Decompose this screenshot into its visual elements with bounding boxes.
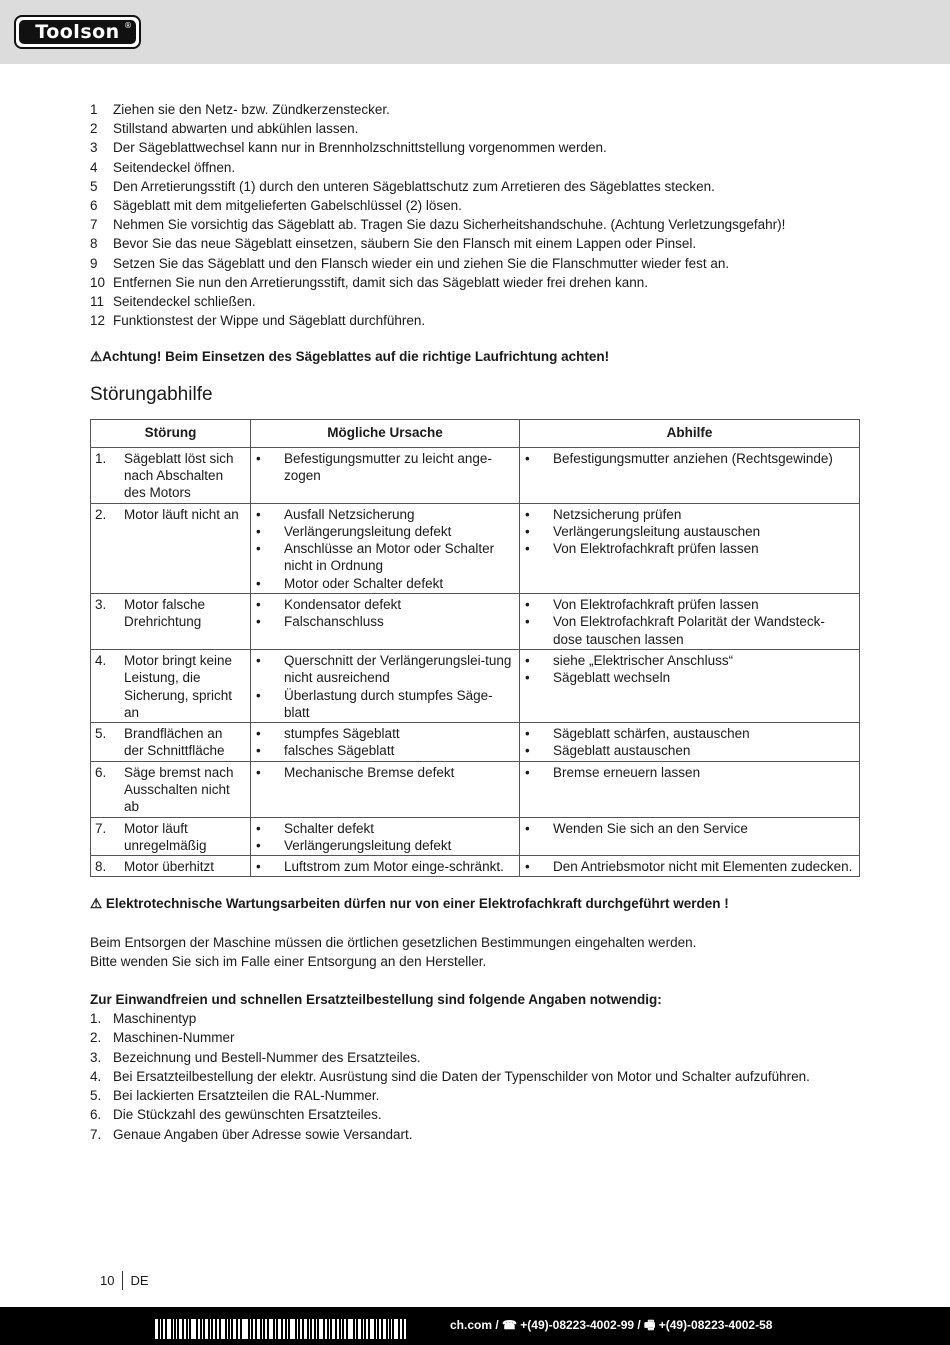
remedy-text: Wenden Sie sich an den Service bbox=[553, 820, 748, 836]
step-number: 3 bbox=[90, 140, 98, 156]
bullet-icon: • bbox=[525, 523, 530, 539]
step-text: Ziehen sie den Netz- bzw. Zündkerzenstecker. bbox=[113, 102, 390, 117]
step-number: 9 bbox=[90, 255, 98, 271]
remedy-cell bbox=[520, 856, 860, 877]
page-content bbox=[90, 100, 865, 1144]
bullet-icon: • bbox=[256, 837, 261, 853]
cause-cell bbox=[251, 723, 520, 762]
contact-info: ch.com / ☎ +(49)-08223-4002-99 / 🖷 +(49)-08223-4002-58 bbox=[450, 1318, 773, 1332]
step-item bbox=[90, 311, 865, 330]
spare-parts-item bbox=[90, 1105, 865, 1124]
step-item bbox=[90, 138, 865, 157]
cause-cell bbox=[251, 817, 520, 856]
remedy-text: Sägeblatt schärfen, austauschen bbox=[553, 726, 750, 742]
bullet-icon: • bbox=[525, 450, 530, 466]
issue-text: Säge bremst nach Ausschalten nicht ab bbox=[124, 764, 234, 815]
issue-cell bbox=[91, 503, 251, 593]
cause-item bbox=[255, 450, 513, 485]
table-row bbox=[91, 649, 860, 722]
cause-text: Kondensator defekt bbox=[284, 597, 402, 613]
bullet-icon: • bbox=[256, 575, 261, 591]
step-text: Entfernen Sie nun den Arretierungsstift, damit sich das Sägeblatt wieder frei drehen kann. bbox=[113, 274, 649, 290]
step-text: Bevor Sie das neue Sägeblatt einsetzen, säubern Sie den Flansch mit einem Lappen oder Pinsel. bbox=[113, 236, 697, 252]
cause-text: stumpfes Sägeblatt bbox=[284, 726, 400, 742]
item-text: Bei Ersatzteilbestellung der elektr. Ausrüstung sind die Daten der Typenschilder von Motor und Schalter aufzuführen. bbox=[113, 1068, 810, 1084]
remedy-text: Verlängerungsleitung austauschen bbox=[553, 523, 761, 539]
table-row bbox=[91, 503, 860, 593]
cause-item bbox=[255, 837, 513, 854]
bullet-icon: • bbox=[256, 764, 261, 780]
bullet-icon: • bbox=[256, 541, 261, 557]
issue bbox=[95, 858, 244, 875]
issue-cell bbox=[91, 761, 251, 817]
cause-cell bbox=[251, 594, 520, 650]
cause-item bbox=[255, 506, 513, 523]
contact-bar bbox=[0, 1307, 950, 1345]
cause-text: Mechanische Bremse defekt bbox=[284, 764, 455, 780]
issue-text: Motor überhitzt bbox=[124, 859, 215, 875]
bullet-icon: • bbox=[525, 764, 530, 780]
remedy-text: siehe „Elektrischer Anschluss“ bbox=[553, 652, 734, 668]
cause-text: Motor oder Schalter defekt bbox=[284, 575, 444, 591]
issue bbox=[95, 506, 244, 523]
issue bbox=[95, 596, 244, 631]
issue-number: 1. bbox=[95, 450, 107, 466]
step-item bbox=[90, 234, 865, 253]
step-number: 8 bbox=[90, 236, 98, 252]
cause-cell bbox=[251, 447, 520, 503]
remedy-item bbox=[524, 652, 853, 669]
remedy-cell bbox=[520, 447, 860, 503]
step-item bbox=[90, 196, 865, 215]
issue-number: 7. bbox=[95, 820, 107, 836]
item-text: Bei lackierten Ersatzteilen die RAL-Nummer. bbox=[113, 1088, 380, 1104]
remedy-item bbox=[524, 523, 853, 540]
cause-text: Verlängerungsleitung defekt bbox=[284, 523, 452, 539]
issue-number: 6. bbox=[95, 764, 107, 780]
remedy-cell bbox=[520, 594, 860, 650]
spare-parts-item bbox=[90, 1028, 865, 1047]
table-row bbox=[91, 723, 860, 762]
table-row bbox=[91, 817, 860, 856]
issue bbox=[95, 652, 244, 721]
cause-text: Ausfall Netzsicherung bbox=[284, 506, 415, 522]
bullet-icon: • bbox=[256, 450, 261, 466]
bullet-icon: • bbox=[256, 597, 261, 613]
cause-item bbox=[255, 742, 513, 759]
issue-cell bbox=[91, 649, 251, 722]
remedy-cell bbox=[520, 761, 860, 817]
cause-item bbox=[255, 687, 513, 722]
cause-item bbox=[255, 652, 513, 687]
bullet-icon: • bbox=[525, 652, 530, 668]
issue-text: Motor bringt keine Leistung, die Sicherung, spricht an bbox=[124, 652, 233, 720]
remedy-text: Den Antriebsmotor nicht mit Elementen zudecken. bbox=[553, 859, 853, 875]
step-text: Der Sägeblattwechsel kann nur in Brennholzschnittstellung vorgenommen werden. bbox=[113, 140, 607, 156]
step-item bbox=[90, 158, 865, 177]
step-item bbox=[90, 177, 865, 196]
issue bbox=[95, 820, 244, 855]
issue-number: 2. bbox=[95, 506, 107, 522]
cause-cell bbox=[251, 649, 520, 722]
page-number: 10 bbox=[100, 1273, 115, 1288]
bullet-icon: • bbox=[256, 859, 261, 875]
remedy-cell bbox=[520, 723, 860, 762]
disposal-line-1: Beim Entsorgen der Maschine müssen die örtlichen gesetzlichen Bestimmungen eingehalten werden. bbox=[90, 934, 697, 950]
remedy-cell bbox=[520, 817, 860, 856]
item-text: Maschinentyp bbox=[113, 1011, 197, 1027]
remedy-text: Befestigungsmutter anziehen (Rechtsgewinde) bbox=[553, 450, 833, 466]
issue-text: Motor falsche Drehrichtung bbox=[124, 597, 206, 630]
page-header bbox=[0, 0, 950, 64]
step-item bbox=[90, 292, 865, 311]
cause-item bbox=[255, 820, 513, 837]
barcode-graphic bbox=[155, 1319, 406, 1339]
issue bbox=[95, 764, 244, 816]
bullet-icon: • bbox=[256, 506, 261, 522]
step-item bbox=[90, 215, 865, 234]
issue-cell bbox=[91, 856, 251, 877]
column-header-stoerung: Störung bbox=[91, 419, 251, 447]
issue-number: 5. bbox=[95, 726, 107, 742]
issue-number: 4. bbox=[95, 652, 107, 668]
table-row bbox=[91, 856, 860, 877]
step-item bbox=[90, 273, 865, 292]
spare-parts-item bbox=[90, 1009, 865, 1028]
remedy-item bbox=[524, 613, 853, 648]
issue-cell bbox=[91, 447, 251, 503]
registered-mark: ® bbox=[124, 21, 132, 30]
spare-parts-item bbox=[90, 1067, 865, 1086]
spare-parts-item bbox=[90, 1086, 865, 1105]
step-text: Sägeblatt mit dem mitgelieferten Gabelschlüssel (2) lösen. bbox=[113, 198, 462, 214]
step-text: Funktionstest der Wippe und Sägeblatt durchführen. bbox=[113, 313, 426, 329]
bullet-icon: • bbox=[525, 506, 530, 522]
cause-cell bbox=[251, 856, 520, 877]
item-number: 7. bbox=[90, 1126, 102, 1142]
remedy-item bbox=[524, 669, 853, 686]
cause-text: Überlastung durch stumpfes Säge-blatt bbox=[284, 687, 493, 720]
remedy-text: Sägeblatt wechseln bbox=[553, 670, 671, 686]
bullet-icon: • bbox=[256, 523, 261, 539]
remedy-item bbox=[524, 540, 853, 557]
remedy-cell bbox=[520, 503, 860, 593]
item-number: 5. bbox=[90, 1088, 102, 1104]
disposal-text bbox=[90, 933, 865, 971]
footer-divider bbox=[122, 1271, 123, 1290]
cause-text: Anschlüsse an Motor oder Schalter nicht in Ordnung bbox=[284, 541, 495, 574]
table-row bbox=[91, 447, 860, 503]
item-number: 6. bbox=[90, 1107, 102, 1123]
page-footer bbox=[100, 1271, 149, 1290]
bullet-icon: • bbox=[525, 614, 530, 630]
cause-item bbox=[255, 575, 513, 592]
column-header-abhilfe: Abhilfe bbox=[520, 419, 860, 447]
bullet-icon: • bbox=[525, 597, 530, 613]
remedy-item bbox=[524, 450, 853, 467]
cause-text: falsches Sägeblatt bbox=[284, 743, 395, 759]
bullet-icon: • bbox=[525, 726, 530, 742]
bullet-icon: • bbox=[525, 820, 530, 836]
remedy-item bbox=[524, 764, 853, 781]
table-header-row bbox=[91, 419, 860, 447]
item-text: Genaue Angaben über Adresse sowie Versandart. bbox=[113, 1126, 413, 1142]
step-text: Seitendeckel schließen. bbox=[113, 294, 256, 310]
issue-number: 3. bbox=[95, 597, 107, 613]
step-item bbox=[90, 100, 865, 119]
step-number: 7 bbox=[90, 217, 98, 233]
item-number: 1. bbox=[90, 1011, 102, 1027]
cause-text: Schalter defekt bbox=[284, 820, 375, 836]
remedy-text: Netzsicherung prüfen bbox=[553, 506, 682, 522]
issue-number: 8. bbox=[95, 859, 107, 875]
bullet-icon: • bbox=[256, 614, 261, 630]
cause-item bbox=[255, 613, 513, 630]
item-number: 4. bbox=[90, 1068, 102, 1084]
item-text: Maschinen-Nummer bbox=[113, 1030, 235, 1046]
remedy-text: Von Elektrofachkraft prüfen lassen bbox=[553, 541, 759, 557]
issue-text: Sägeblatt löst sich nach Abschalten des Motors bbox=[124, 450, 234, 501]
issue-text: Brandflächen an der Schnittfläche bbox=[124, 726, 225, 759]
issue bbox=[95, 450, 244, 502]
issue bbox=[95, 725, 244, 760]
cause-item bbox=[255, 540, 513, 575]
bullet-icon: • bbox=[256, 726, 261, 742]
column-header-ursache: Mögliche Ursache bbox=[251, 419, 520, 447]
remedy-cell bbox=[520, 649, 860, 722]
remedy-item bbox=[524, 725, 853, 742]
item-number: 2. bbox=[90, 1030, 102, 1046]
bullet-icon: • bbox=[256, 687, 261, 703]
bullet-icon: • bbox=[256, 652, 261, 668]
bullet-icon: • bbox=[256, 820, 261, 836]
step-item bbox=[90, 119, 865, 138]
language-code: DE bbox=[130, 1273, 149, 1288]
cause-text: Falschanschluss bbox=[284, 614, 384, 630]
issue-cell bbox=[91, 817, 251, 856]
cause-item bbox=[255, 596, 513, 613]
remedy-item bbox=[524, 820, 853, 837]
cause-item bbox=[255, 764, 513, 781]
section-title: Störungabhilfe bbox=[90, 383, 213, 405]
table-body bbox=[91, 447, 860, 877]
remedy-item bbox=[524, 858, 853, 875]
electrical-warning: ⚠ Elektrotechnische Wartungsarbeiten dürfen nur von einer Elektrofachkraft durchgeführt werden ! bbox=[90, 896, 729, 912]
disposal-line-2: Bitte wenden Sie sich im Falle einer Entsorgung an den Hersteller. bbox=[90, 953, 487, 969]
cause-text: Befestigungsmutter zu leicht ange-zogen bbox=[284, 450, 492, 483]
toolson-logo bbox=[14, 15, 141, 49]
bullet-icon: • bbox=[525, 670, 530, 686]
step-text: Nehmen Sie vorsichtig das Sägeblatt ab. Tragen Sie dazu Sicherheitshandschuhe. (Achtung Verletzungsgefahr)! bbox=[113, 217, 786, 233]
remedy-item bbox=[524, 742, 853, 759]
bullet-icon: • bbox=[525, 743, 530, 759]
table-row bbox=[91, 594, 860, 650]
bullet-icon: • bbox=[525, 541, 530, 557]
remedy-text: Bremse erneuern lassen bbox=[553, 764, 701, 780]
step-number: 10 bbox=[90, 274, 106, 290]
step-number: 4 bbox=[90, 159, 98, 175]
step-number: 1 bbox=[90, 102, 98, 117]
remedy-text: Von Elektrofachkraft prüfen lassen bbox=[553, 597, 759, 613]
step-text: Setzen Sie das Sägeblatt und den Flansch wieder ein und ziehen Sie die Flanschmutter wieder fest an. bbox=[113, 255, 730, 271]
step-number: 2 bbox=[90, 121, 98, 137]
step-number: 6 bbox=[90, 198, 98, 214]
troubleshooting-table bbox=[90, 419, 860, 878]
blade-direction-warning: ⚠Achtung! Beim Einsetzen des Sägeblattes auf die richtige Laufrichtung achten! bbox=[90, 349, 610, 365]
step-item bbox=[90, 254, 865, 273]
step-text: Stillstand abwarten und abkühlen lassen. bbox=[113, 121, 359, 137]
remedy-item bbox=[524, 506, 853, 523]
bullet-icon: • bbox=[525, 859, 530, 875]
cause-cell bbox=[251, 503, 520, 593]
remedy-text: Von Elektrofachkraft Polarität der Wandsteck-dose tauschen lassen bbox=[553, 614, 825, 647]
remedy-item bbox=[524, 596, 853, 613]
bullet-icon: • bbox=[256, 743, 261, 759]
table-row bbox=[91, 761, 860, 817]
cause-item bbox=[255, 725, 513, 742]
issue-cell bbox=[91, 723, 251, 762]
spare-parts-heading: Zur Einwandfreien und schnellen Ersatzteilbestellung sind folgende Angaben notwendig: bbox=[90, 992, 662, 1008]
cause-item bbox=[255, 523, 513, 540]
blade-change-steps bbox=[90, 100, 865, 330]
issue-text: Motor läuft nicht an bbox=[124, 506, 239, 522]
item-text: Bezeichnung und Bestell-Nummer des Ersatzteiles. bbox=[113, 1049, 421, 1065]
issue-cell bbox=[91, 594, 251, 650]
step-number: 5 bbox=[90, 178, 98, 194]
step-text: Seitendeckel öffnen. bbox=[113, 159, 236, 175]
step-text: Den Arretierungsstift (1) durch den unteren Sägeblattschutz zum Arretieren des Sägeblattes stecken. bbox=[113, 178, 715, 194]
item-number: 3. bbox=[90, 1049, 102, 1065]
cause-item bbox=[255, 858, 513, 875]
cause-text: Luftstrom zum Motor einge-schränkt. bbox=[284, 859, 504, 875]
spare-parts-item bbox=[90, 1125, 865, 1144]
spare-parts-list bbox=[90, 1009, 865, 1143]
step-number: 12 bbox=[90, 313, 106, 329]
issue-text: Motor läuft unregelmäßig bbox=[124, 820, 207, 853]
spare-parts-item bbox=[90, 1048, 865, 1067]
logo-text: Toolson bbox=[35, 21, 120, 43]
item-text: Die Stückzahl des gewünschten Ersatzteiles. bbox=[113, 1107, 382, 1123]
cause-cell bbox=[251, 761, 520, 817]
step-number: 11 bbox=[90, 294, 105, 310]
remedy-text: Sägeblatt austauschen bbox=[553, 743, 691, 759]
cause-text: Querschnitt der Verlängerungslei-tung nicht ausreichend bbox=[284, 652, 512, 686]
cause-text: Verlängerungsleitung defekt bbox=[284, 837, 452, 853]
